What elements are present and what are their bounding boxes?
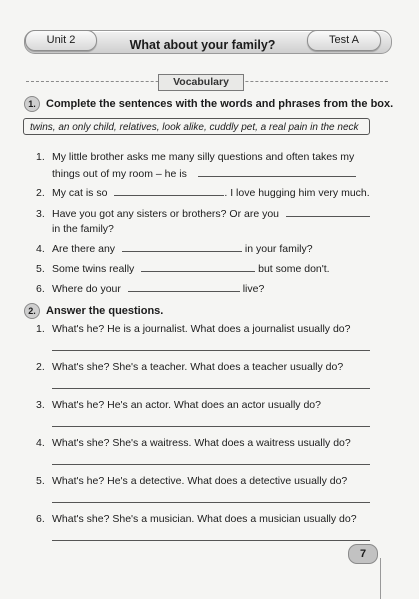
task2-item-5	[36, 474, 347, 488]
task1-item-3-continued	[52, 222, 114, 236]
task1-heading	[24, 96, 393, 112]
item-text: My little brother asks me many silly questions and often takes my	[52, 151, 355, 163]
item-number: 4.	[36, 243, 45, 255]
item-number: 6.	[36, 283, 45, 295]
task1-item-3	[36, 206, 370, 221]
item-text: in your family?	[244, 243, 313, 255]
item-text: What's he? He's an actor. What does an actor usually do?	[52, 399, 321, 411]
answer-blank[interactable]	[128, 281, 240, 292]
task1-item-6	[36, 281, 264, 296]
item-number: 5.	[36, 263, 45, 275]
task2-number: 2.	[24, 303, 40, 319]
item-number: 2.	[36, 187, 45, 199]
task1-item-1	[36, 150, 354, 164]
task1-item-5	[36, 261, 330, 276]
item-number: 1.	[36, 151, 45, 163]
item-text: things out of my room – he is	[52, 168, 187, 180]
task2-item-2	[36, 360, 343, 374]
page-title: What about your family?	[129, 38, 276, 52]
answer-blank[interactable]	[286, 206, 370, 217]
item-text: What's she? She's a musician. What does a musician usually do?	[52, 513, 357, 525]
section-label-vocabulary: Vocabulary	[158, 74, 244, 91]
task2-item-4	[36, 436, 351, 450]
item-number: 1.	[36, 323, 45, 335]
task2-instruction: Answer the questions.	[46, 305, 164, 317]
item-number: 3.	[36, 399, 45, 411]
task2-item-1	[36, 322, 351, 336]
answer-line[interactable]	[52, 502, 370, 503]
unit-label: Unit 2	[25, 30, 97, 51]
task1-item-2	[36, 185, 370, 200]
item-text: Where do your	[52, 283, 121, 295]
page-number: 7	[348, 544, 378, 564]
item-text: live?	[242, 283, 265, 295]
item-text: Are there any	[52, 243, 116, 255]
task2-item-6	[36, 512, 357, 526]
item-text: What's she? She's a teacher. What does a teacher usually do?	[52, 361, 344, 373]
answer-line[interactable]	[52, 388, 370, 389]
answer-blank[interactable]	[114, 185, 224, 196]
item-text: Have you got any sisters or brothers? Or are you	[52, 208, 280, 220]
item-text: What's she? She's a waitress. What does a waitress usually do?	[52, 437, 351, 449]
answer-line[interactable]	[52, 464, 370, 465]
item-text: but some don't.	[258, 263, 330, 275]
answer-line[interactable]	[52, 350, 370, 351]
answer-line[interactable]	[52, 426, 370, 427]
item-text: Some twins really	[52, 263, 135, 275]
test-label: Test A	[307, 30, 381, 51]
trim-mark	[380, 558, 381, 599]
task1-item-1-continued	[52, 166, 356, 181]
item-number: 3.	[36, 208, 45, 220]
item-number: 5.	[36, 475, 45, 487]
answer-line[interactable]	[52, 540, 370, 541]
item-text: What's he? He's a detective. What does a detective usually do?	[52, 475, 348, 487]
task1-item-4	[36, 241, 313, 256]
answer-blank[interactable]	[122, 241, 242, 252]
item-text: What's he? He is a journalist. What does a journalist usually do?	[52, 323, 351, 335]
answer-blank[interactable]	[198, 166, 356, 177]
item-text: . I love hugging him very much.	[224, 187, 370, 199]
word-box: twins, an only child, relatives, look alike, cuddly pet, a real pain in the neck	[23, 118, 370, 135]
item-text: My cat is so	[52, 187, 108, 199]
item-number: 2.	[36, 361, 45, 373]
item-number: 6.	[36, 513, 45, 525]
task2-item-3	[36, 398, 321, 412]
task2-heading	[24, 303, 163, 319]
task1-instruction: Complete the sentences with the words and phrases from the box.	[46, 98, 394, 110]
item-text: in the family?	[52, 223, 114, 235]
task1-number: 1.	[24, 96, 40, 112]
item-number: 4.	[36, 437, 45, 449]
answer-blank[interactable]	[141, 261, 255, 272]
